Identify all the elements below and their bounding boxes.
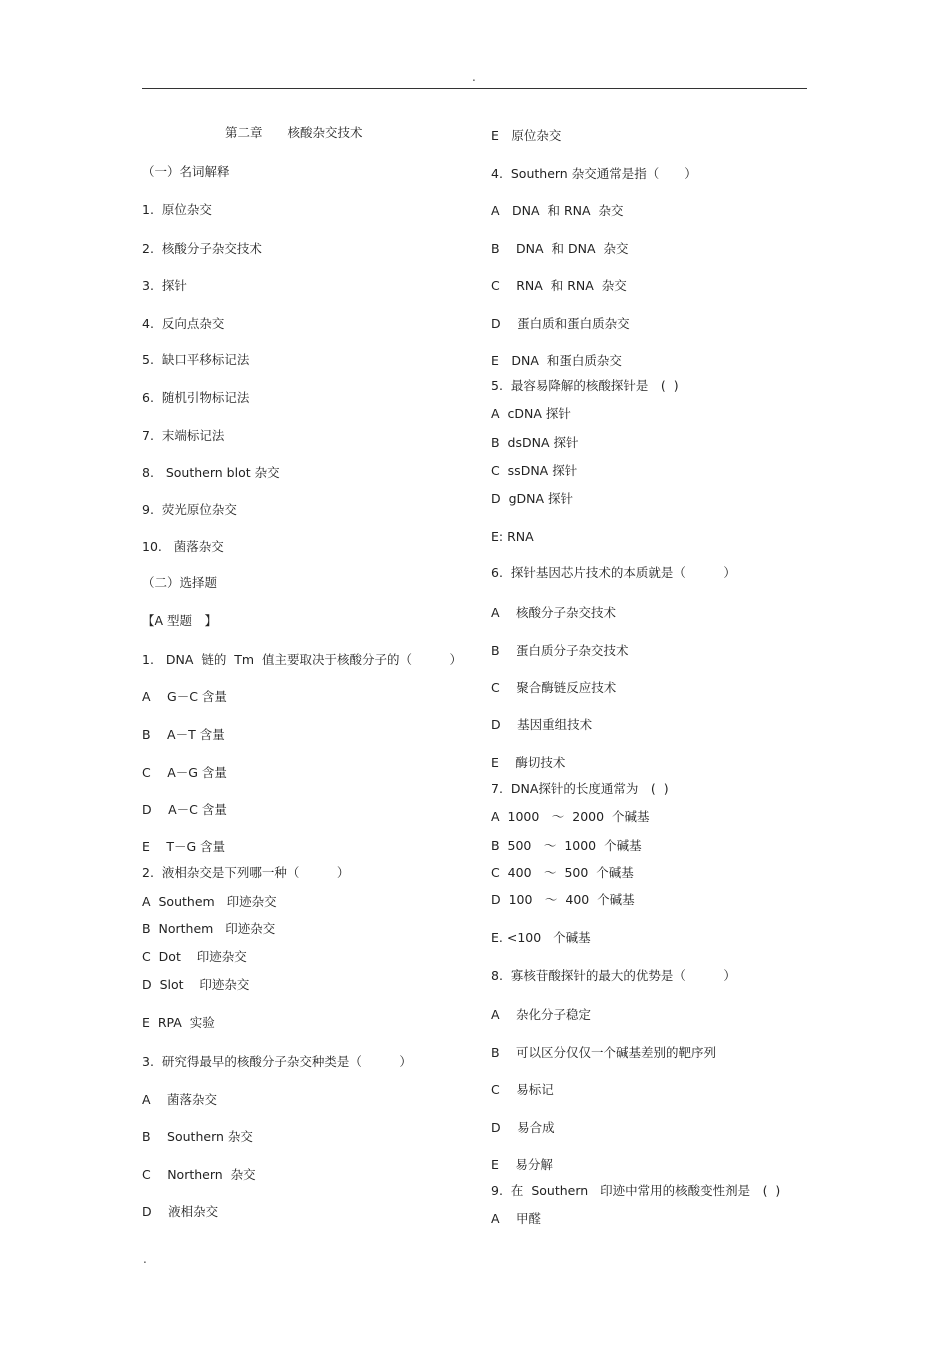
right-line-16: B 蛋白质分子杂交技术: [491, 643, 629, 658]
left-line-29: B Southern 杂交: [142, 1129, 253, 1144]
left-line-22: A Southem 印迹杂交: [142, 894, 277, 909]
left-line-19: D A－C 含量: [142, 802, 227, 817]
left-line-6: 4. 反向点杂交: [142, 316, 225, 331]
right-line-10: B dsDNA 探针: [491, 435, 579, 450]
right-line-26: 8. 寡核苷酸探针的最大的优势是（ ）: [491, 968, 736, 983]
right-line-8: 5. 最容易降解的核酸探针是 ( ): [491, 378, 679, 393]
right-line-6: D 蛋白质和蛋白质杂交: [491, 316, 630, 331]
right-line-3: A DNA 和 RNA 杂交: [491, 203, 624, 218]
left-line-20: E T－G 含量: [142, 839, 226, 854]
left-line-9: 7. 末端标记法: [142, 428, 225, 443]
right-line-2: 4. Southern 杂交通常是指（ ）: [491, 166, 697, 181]
left-line-2: （一）名词解释: [142, 164, 230, 179]
left-line-12: 10. 菌落杂交: [142, 539, 224, 554]
left-line-11: 9. 荧光原位杂交: [142, 502, 237, 517]
right-line-19: E 酶切技术: [491, 755, 566, 770]
right-line-13: E: RNA: [491, 529, 534, 544]
left-line-27: 3. 研究得最早的核酸分子杂交种类是（ ）: [142, 1054, 412, 1069]
left-line-16: A G－C 含量: [142, 689, 227, 704]
left-line-5: 3. 探针: [142, 278, 187, 293]
right-line-31: E 易分解: [491, 1157, 553, 1172]
right-line-20: 7. DNA探针的长度通常为 ( ): [491, 781, 669, 796]
footer-mark: .: [143, 1252, 147, 1266]
right-line-5: C RNA 和 RNA 杂交: [491, 278, 627, 293]
left-line-17: B A－T 含量: [142, 727, 225, 742]
right-line-33: A 甲醛: [491, 1211, 542, 1226]
right-line-27: A 杂化分子稳定: [491, 1007, 592, 1022]
left-line-4: 2. 核酸分子杂交技术: [142, 241, 262, 256]
left-line-24: C Dot 印迹杂交: [142, 949, 247, 964]
header-rule: [142, 88, 807, 89]
right-line-9: A cDNA 探针: [491, 406, 571, 421]
right-line-12: D gDNA 探针: [491, 491, 574, 506]
right-line-7: E DNA 和蛋白质杂交: [491, 353, 622, 368]
left-line-1: 第二章 核酸杂交技术: [225, 125, 363, 140]
right-line-25: E. <100 个碱基: [491, 930, 591, 945]
left-line-25: D Slot 印迹杂交: [142, 977, 250, 992]
right-line-24: D 100 ～ 400 个碱基: [491, 892, 635, 907]
right-line-4: B DNA 和 DNA 杂交: [491, 241, 629, 256]
left-line-30: C Northern 杂交: [142, 1167, 256, 1182]
right-line-14: 6. 探针基因芯片技术的本质就是（ ）: [491, 565, 736, 580]
left-line-8: 6. 随机引物标记法: [142, 390, 250, 405]
left-line-31: D 液相杂交: [142, 1204, 219, 1219]
right-line-23: C 400 ～ 500 个碱基: [491, 865, 634, 880]
left-line-23: B Northem 印迹杂交: [142, 921, 276, 936]
right-line-15: A 核酸分子杂交技术: [491, 605, 617, 620]
header-mark: .: [472, 70, 476, 84]
left-line-26: E RPA 实验: [142, 1015, 215, 1030]
right-line-11: C ssDNA 探针: [491, 463, 578, 478]
right-line-1: E 原位杂交: [491, 128, 562, 143]
left-line-13: （二）选择题: [142, 575, 218, 590]
left-line-28: A 菌落杂交: [142, 1092, 218, 1107]
right-line-32: 9. 在 Southern 印迹中常用的核酸变性剂是 ( ): [491, 1183, 781, 1198]
right-line-21: A 1000 ～ 2000 个碱基: [491, 809, 650, 824]
right-line-29: C 易标记: [491, 1082, 554, 1097]
right-line-18: D 基因重组技术: [491, 717, 593, 732]
left-line-3: 1. 原位杂交: [142, 202, 212, 217]
left-line-15: 1. DNA 链的 Tm 值主要取决于核酸分子的（ ）: [142, 652, 463, 667]
right-line-28: B 可以区分仅仅一个碱基差别的靶序列: [491, 1045, 717, 1060]
left-line-7: 5. 缺口平移标记法: [142, 352, 250, 367]
left-line-10: 8. Southern blot 杂交: [142, 465, 280, 480]
right-line-30: D 易合成: [491, 1120, 555, 1135]
right-line-17: C 聚合酶链反应技术: [491, 680, 617, 695]
left-line-21: 2. 液相杂交是下列哪一种（ ）: [142, 865, 350, 880]
left-line-14: 【A 型题 】: [142, 613, 218, 628]
left-line-18: C A－G 含量: [142, 765, 227, 780]
right-line-22: B 500 ～ 1000 个碱基: [491, 838, 642, 853]
